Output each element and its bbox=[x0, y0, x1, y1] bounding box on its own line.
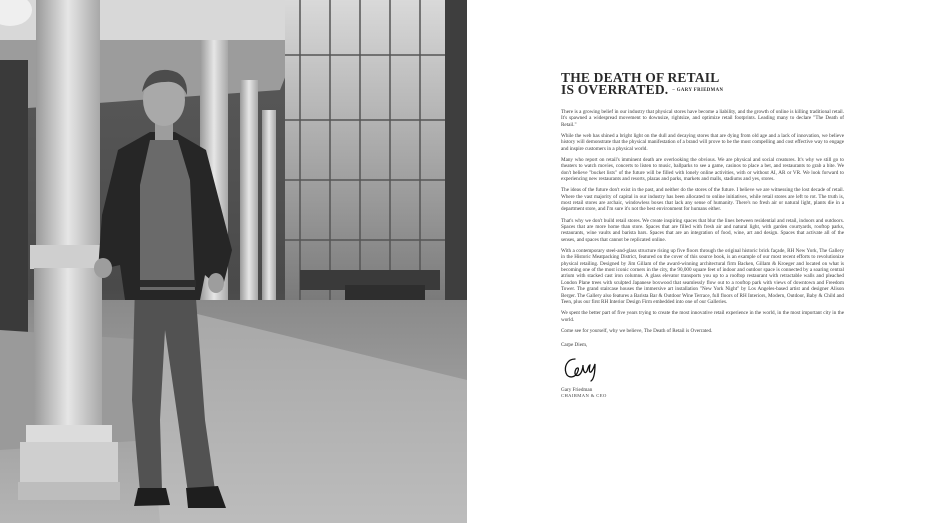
paragraph-8: Come see for yourself, why we believe, The Death of Retail is Overrated. bbox=[561, 327, 713, 334]
signature-icon bbox=[561, 353, 601, 383]
paragraph-7: We spent the better part of five years trying to create the most innovative retail experience in the world, in the most important city in the world. bbox=[561, 310, 844, 323]
title-line-1: THE DEATH OF RETAIL bbox=[561, 70, 720, 85]
letter-title bbox=[561, 72, 844, 97]
title-line-2-text: IS OVERRATED. bbox=[561, 82, 669, 97]
title-line-2 bbox=[561, 84, 844, 97]
paragraph-1: There is a growing belief in our industry that physical stores have become a liability, and the growth of online is killing traditional retail. It's spawned a widespread movement to downsize, rightsize, and optimize retail footprints. Leading many to declare "The Death of Retail." bbox=[561, 108, 844, 128]
signer-block bbox=[561, 387, 844, 401]
byline: – GARY FRIEDMAN bbox=[672, 87, 724, 93]
paragraph-6: With a contemporary steel-and-glass structure rising up five floors through the original historic brick façade, RH New York, The Gallery in the Historic Meatpacking District, featured on the cover of this source book, is an example of our most recent efforts to revolutionize physical retailing. Designed by Jim Gillam of the award-winning architectural firm Backen, Gillam & Kroeger and located on what is becoming one of the most iconic corners in the city, the 90,000 square feet of indoor and outdoor space is connected by a soaring central atrium with stacked cast iron columns. A glass elevator transports you up to a rooftop restaurant with retractable walls and pleached London Plane trees with sculpted Japanese boxwood that seamlessly flow out to a rooftop park with views of downtown and Freedom Tower. The grand staircase houses the immersive art installation "New York Night" by Los Angeles-based artist and designer Alison Berger. The Gallery also features a Barista Bar & Outdoor Wine Terrace, full floors of RH Interiors, Modern, Outdoor, Baby & Child and Teen, plus our first RH Interior Design Firm embedded into one of our Galleries. bbox=[561, 248, 844, 305]
paragraph-2: While the web has shined a bright light on the dull and decaying stores that are dying from old age and a lack of innovation, we believe history will demonstrate that the physical manifestation of a brand will prove to be the most compelling and cost effective way to engage and inspire customers in a physical world. bbox=[561, 132, 844, 152]
paragraph-4: The ideas of the future don't exist in the past, and neither do the stores of the future. I believe we are witnessing the lost decade of retail. Where the vast majority of capital in our industry has been allocated to online initiatives, while retail stores are left to rot. The truth is, most retail stores are archaic, windowless boxes that lack any sense of humanity. There's no fresh air or natural light, plants die in a department store, and I'm sure it's not the best environment for humans either. bbox=[561, 187, 844, 213]
letter-page bbox=[467, 0, 931, 523]
paragraph-3: Many who report on retail's imminent death are overlooking the obvious. We are physical and social creatures. It's why we still go to theaters to watch movies, concerts to listen to music, ballparks to see a game, casinos to place a bet, and restaurants to grab a bite. We don't believe "bucket lists" of the future will be filled with lonely online activities, with or without AI, AR or VR. We look forward to experiencing new restaurants and resorts, plazas and parks, markets and malls, stadiums and yes, stores. bbox=[561, 156, 844, 182]
letter-content bbox=[561, 72, 844, 400]
signer-name: Gary Friedman bbox=[561, 386, 593, 393]
closing-salutation: Carpe Diem, bbox=[561, 342, 588, 349]
signer-title: CHAIRMAN & CEO bbox=[561, 393, 607, 399]
paragraph-5: That's why we don't build retail stores. We create inspiring spaces that blur the lines between residential and retail, indoors and outdoors. Spaces that are more home than store. Spaces that are filled with fresh air and natural light, with garden courtyards, rooftop parks, restaurants, wine vaults and barista bars. Spaces that are an integration of food, wine, art and design. Spaces that activate all of the senses, and spaces that cannot be replicated online. bbox=[561, 217, 844, 243]
